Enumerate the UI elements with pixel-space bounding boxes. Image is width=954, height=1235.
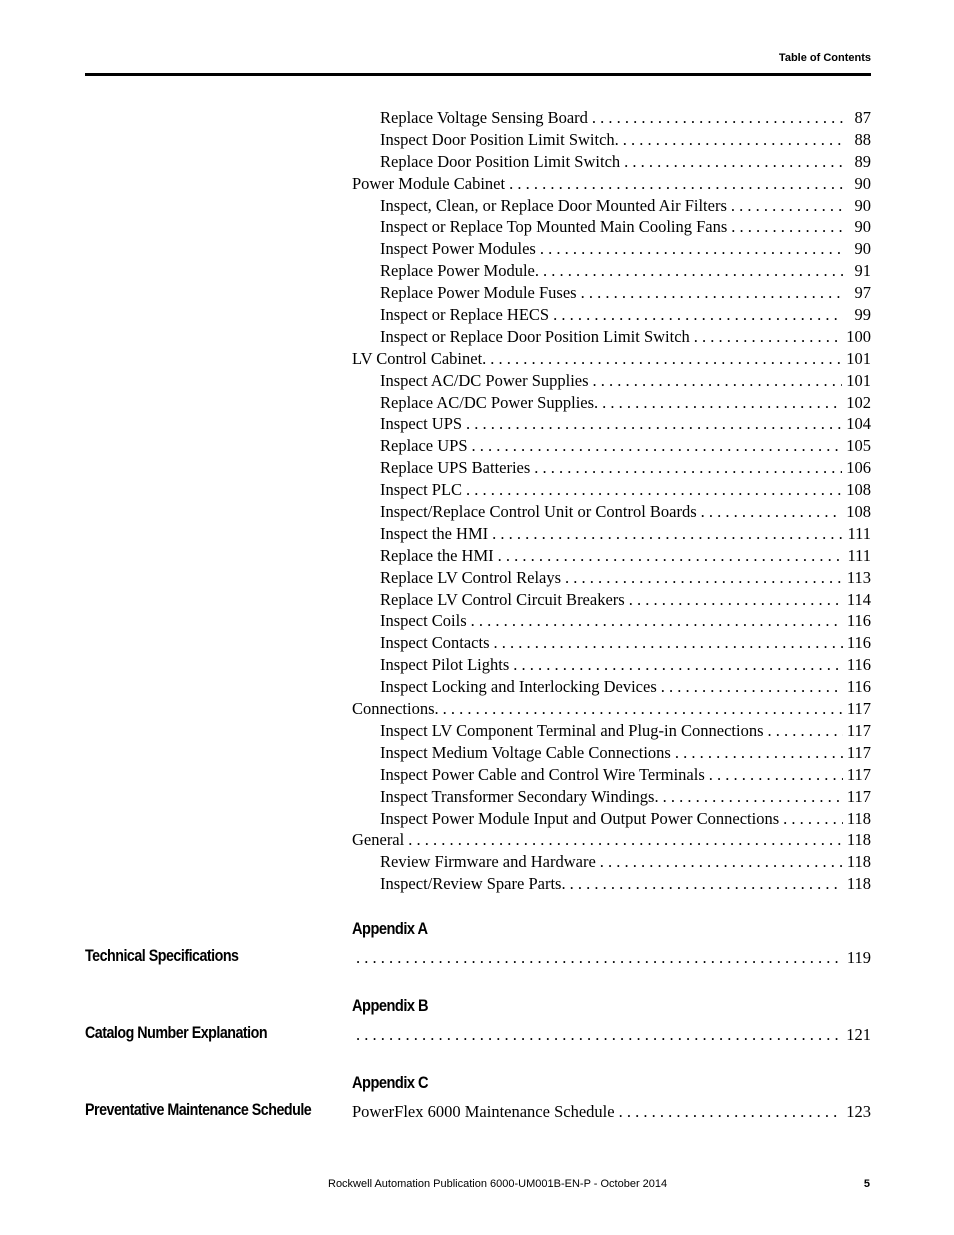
toc-entry-title: Inspect UPS: [380, 414, 463, 434]
dot-leader: [783, 808, 843, 830]
toc-entry[interactable]: [352, 326, 871, 348]
toc-entry-page: 89: [854, 151, 871, 171]
toc-entry[interactable]: [352, 764, 871, 786]
toc-entry[interactable]: [352, 808, 871, 830]
toc-entry[interactable]: [352, 501, 871, 523]
dot-leader: [408, 829, 843, 851]
dot-leader: [492, 523, 843, 545]
toc-entry-page: 105: [846, 436, 871, 456]
toc-entry-page: 101: [846, 348, 871, 368]
toc-entry-page: 108: [846, 502, 871, 522]
toc-entry-title: Inspect Locking and Interlocking Devices: [380, 677, 657, 697]
toc-entry-title: Inspect Pilot Lights: [380, 655, 510, 675]
toc-entry-page: 104: [846, 414, 871, 434]
toc-entry-page: 88: [854, 129, 871, 149]
toc-entry-page: 91: [854, 261, 871, 281]
dot-leader: [731, 216, 843, 238]
toc-entry[interactable]: [352, 698, 871, 720]
dot-leader: [466, 479, 842, 501]
dot-leader: [472, 435, 843, 457]
dot-leader: [694, 326, 842, 348]
toc-entry-title: Inspect/Replace Control Unit or Control Boards: [380, 502, 697, 522]
toc-entry-page: 97: [854, 283, 871, 303]
toc-entry-page: 116: [846, 633, 871, 653]
appendix-entry-page: 119: [846, 948, 871, 967]
toc-entry-page: 117: [846, 720, 871, 740]
toc-entry[interactable]: [352, 479, 871, 501]
toc-entry-title: Inspect Transformer Secondary Windings.: [380, 786, 659, 806]
toc-entry-title: Inspect, Clean, or Replace Door Mounted Air Filters: [380, 195, 727, 215]
toc-entry[interactable]: [352, 151, 871, 173]
dot-leader: [675, 742, 843, 764]
toc-entry[interactable]: [352, 589, 871, 611]
running-header: Table of Contents: [778, 52, 871, 64]
toc-entry[interactable]: [352, 829, 871, 851]
toc-entry-title: Inspect Medium Voltage Cable Connections: [380, 742, 671, 762]
dot-leader: [494, 632, 843, 654]
dot-leader: [629, 589, 843, 611]
toc-entry-page: 118: [846, 808, 871, 828]
dot-leader: [498, 545, 843, 567]
dot-leader: [356, 1024, 842, 1046]
publication-info: Rockwell Automation Publication 6000-UM001B-EN-P - October 2014: [328, 1178, 668, 1190]
toc-entry[interactable]: [352, 238, 871, 260]
dot-leader: [731, 195, 843, 217]
toc-entry-title: Replace Voltage Sensing Board: [380, 108, 588, 127]
dot-leader: [540, 238, 843, 260]
toc-entry-page: 90: [854, 217, 871, 237]
toc-entry[interactable]: [352, 654, 871, 676]
toc-entry-title: Inspect or Replace HECS: [380, 305, 550, 325]
toc-entry-page: 99: [854, 305, 871, 325]
toc-entry-page: 114: [846, 589, 871, 609]
dot-leader: [490, 348, 842, 370]
toc-entry[interactable]: [352, 282, 871, 304]
dot-leader: [513, 654, 843, 676]
toc-entry[interactable]: [352, 457, 871, 479]
toc-entry-title: Inspect Coils: [380, 611, 467, 631]
toc-entry-title: Inspect Contacts: [380, 633, 490, 653]
toc-entry-page: 118: [846, 830, 871, 850]
toc-entry-page: 90: [854, 239, 871, 259]
appendix-label: Appendix C: [352, 1073, 429, 1092]
toc-entry-page: 117: [846, 742, 871, 762]
toc-entry[interactable]: [352, 216, 871, 238]
toc-entry[interactable]: [352, 195, 871, 217]
toc-entry-title: Inspect AC/DC Power Supplies: [380, 370, 589, 390]
toc-entry[interactable]: [352, 742, 871, 764]
dot-leader: [602, 392, 842, 414]
dot-leader: [593, 370, 843, 392]
dot-leader: [466, 413, 842, 435]
toc-entry-title: Replace LV Control Relays: [380, 567, 562, 587]
dot-leader: [534, 457, 842, 479]
toc-entry-page: 116: [846, 611, 871, 631]
toc-entry-page: 113: [846, 567, 871, 587]
toc-entry[interactable]: [352, 545, 871, 567]
dot-leader: [619, 1101, 843, 1123]
toc-entry[interactable]: [352, 304, 871, 326]
toc-entry-page: 118: [846, 874, 871, 894]
dot-leader: [565, 567, 843, 589]
toc-entry[interactable]: [352, 260, 871, 282]
dot-leader: [768, 720, 843, 742]
dot-leader: [592, 107, 843, 129]
toc-entry-title: LV Control Cabinet.: [352, 348, 487, 368]
toc-entry[interactable]: [352, 348, 871, 370]
toc-entry-title: Replace AC/DC Power Supplies.: [380, 392, 599, 412]
appendix-section-title[interactable]: Preventative Maintenance Schedule: [85, 1100, 312, 1119]
toc-entry-title: Inspect/Review Spare Parts.: [380, 874, 566, 894]
toc-entry[interactable]: [352, 392, 871, 414]
toc-entry[interactable]: [352, 523, 871, 545]
toc-entry[interactable]: [352, 413, 871, 435]
toc-entry[interactable]: [352, 370, 871, 392]
appendix-section-title[interactable]: Technical Specifications: [85, 946, 239, 965]
toc-entry-page: 90: [854, 173, 871, 193]
page-number: 5: [863, 1178, 870, 1190]
header-rule: [85, 73, 871, 76]
toc-entry-title: Inspect the HMI: [380, 523, 489, 543]
dot-leader: [570, 873, 843, 895]
dot-leader: [509, 173, 843, 195]
dot-leader: [600, 851, 843, 873]
toc-entry-title: Inspect or Replace Door Position Limit Switch: [380, 326, 690, 346]
appendix-entry-page: 123: [846, 1102, 871, 1121]
appendix-entry-page: 121: [846, 1025, 871, 1044]
dot-leader: [581, 282, 843, 304]
dot-leader: [623, 129, 843, 151]
toc-entry[interactable]: [352, 632, 871, 654]
toc-entry-page: 118: [846, 852, 871, 872]
toc-entry-title: Inspect Power Cable and Control Wire Terminals: [380, 764, 705, 784]
toc-entry-title: Inspect Door Position Limit Switch.: [380, 129, 619, 149]
toc-entry-page: 102: [846, 392, 871, 412]
toc-entry-title: Power Module Cabinet: [352, 173, 506, 193]
toc-entry-page: 117: [846, 764, 871, 784]
dot-leader: [443, 698, 843, 720]
toc-entry-title: Inspect Power Modules: [380, 239, 536, 259]
toc-entry-title: Replace LV Control Circuit Breakers: [380, 589, 625, 609]
toc-entry-page: 87: [854, 108, 871, 127]
dot-leader: [553, 304, 843, 326]
toc-entry-page: 111: [847, 523, 871, 543]
dot-leader: [624, 151, 843, 173]
toc-entry-title: Replace Power Module Fuses: [380, 283, 577, 303]
toc-entry-title: Review Firmware and Hardware: [380, 852, 596, 872]
toc-entry-title: Replace Door Position Limit Switch: [380, 151, 621, 171]
toc-entry-page: 101: [846, 370, 871, 390]
toc-entry-title: Inspect PLC: [380, 480, 463, 500]
dot-leader: [543, 260, 843, 282]
appendix-entry[interactable]: [352, 1024, 871, 1046]
dot-leader: [471, 610, 843, 632]
toc-entry-title: General: [352, 830, 405, 850]
toc-entry[interactable]: [352, 107, 871, 129]
appendix-section-title[interactable]: Catalog Number Explanation: [85, 1023, 268, 1042]
toc-entry-title: Inspect LV Component Terminal and Plug-in Connections: [380, 720, 764, 740]
toc-entry-title: Inspect or Replace Top Mounted Main Cooling Fans: [380, 217, 728, 237]
toc-entry-page: 117: [846, 699, 871, 719]
toc-entry-page: 116: [846, 677, 871, 697]
toc-entry[interactable]: [352, 129, 871, 151]
toc-entry-page: 106: [846, 458, 871, 478]
appendix-entry[interactable]: [352, 1101, 871, 1123]
appendix-label: Appendix B: [352, 996, 429, 1015]
dot-leader: [661, 676, 843, 698]
toc-entry[interactable]: [352, 610, 871, 632]
toc-entry[interactable]: [352, 676, 871, 698]
toc-entry[interactable]: [352, 873, 871, 895]
toc-list: [352, 107, 871, 895]
dot-leader: [356, 947, 843, 969]
dot-leader: [709, 764, 843, 786]
toc-entry[interactable]: [352, 567, 871, 589]
toc-entry-title: Replace the HMI: [380, 545, 494, 565]
toc-entry-title: Connections.: [352, 699, 439, 719]
toc-entry-page: 100: [846, 326, 871, 346]
toc-entry-page: 108: [846, 480, 871, 500]
toc-entry-page: 117: [846, 786, 871, 806]
toc-entry-title: Replace UPS Batteries: [380, 458, 531, 478]
toc-entry-page: 111: [847, 545, 871, 565]
toc-entry[interactable]: [352, 173, 871, 195]
toc-entry[interactable]: [352, 851, 871, 873]
appendix-label: Appendix A: [352, 919, 428, 938]
dot-leader: [701, 501, 843, 523]
dot-leader: [663, 786, 843, 808]
toc-entry-title: Replace Power Module.: [380, 261, 539, 281]
appendix-entry[interactable]: [352, 947, 871, 969]
appendix-entry-title: PowerFlex 6000 Maintenance Schedule: [352, 1102, 615, 1121]
toc-entry[interactable]: [352, 720, 871, 742]
toc-entry-title: Inspect Power Module Input and Output Power Connections: [380, 808, 780, 828]
toc-entry-page: 116: [846, 655, 871, 675]
toc-entry[interactable]: [352, 435, 871, 457]
toc-entry[interactable]: [352, 786, 871, 808]
toc-entry-title: Replace UPS: [380, 436, 468, 456]
toc-entry-page: 90: [854, 195, 871, 215]
